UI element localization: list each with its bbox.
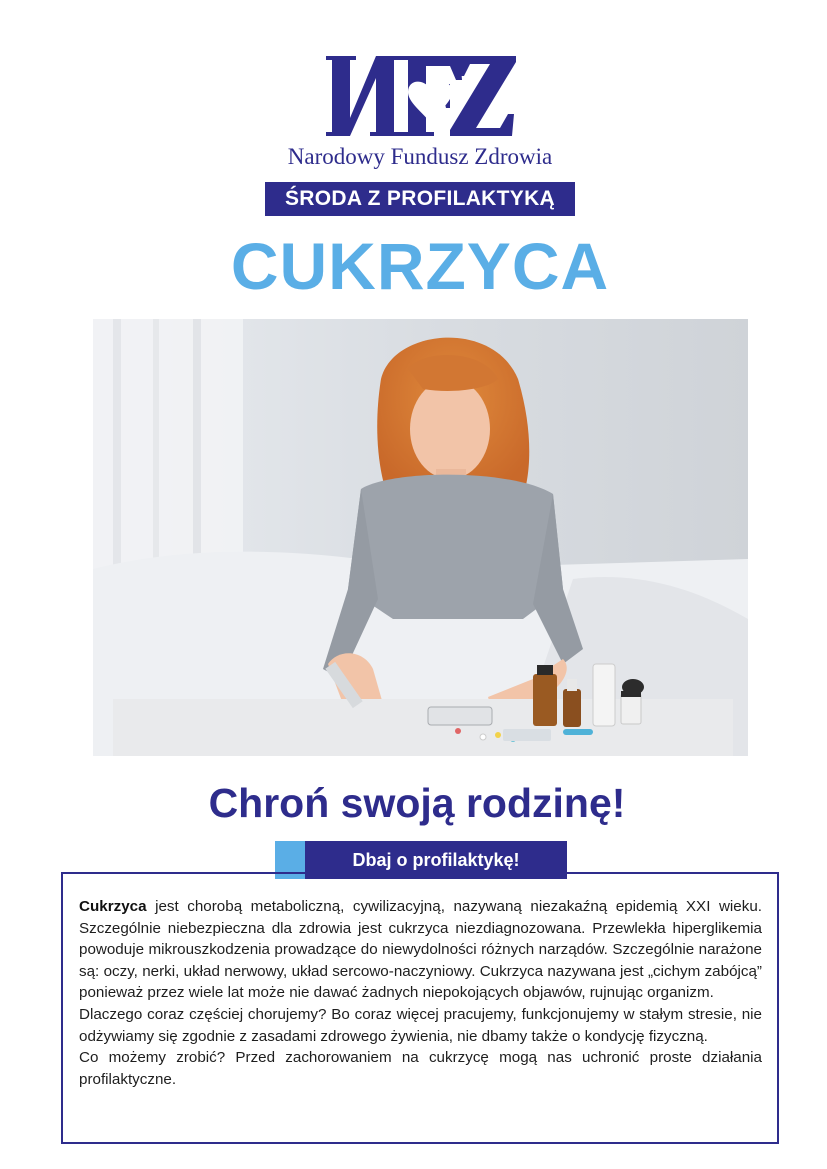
- girl-testing-glucose-illustration: [93, 319, 748, 756]
- page-title: CUKRZYCA: [230, 229, 610, 303]
- info-paragraph-2: Dlaczego coraz częściej chorujemy? Bo coraz więcej pracujemy, funkcjonujemy w stałym stresie, nie odżywiamy się zgodnie z zasadami zdrowego żywienia, nie dbamy także o kondycję fizyczną.: [79, 1005, 762, 1045]
- info-box: [61, 872, 779, 1144]
- tab-label: Dbaj o profilaktykę!: [305, 841, 567, 879]
- info-paragraph-1: [79, 896, 762, 1004]
- info-paragraph-3: Co możemy zrobić? Przed zachorowaniem na cukrzycę mogą nas uchronić proste działania profilaktyczne.: [79, 1049, 762, 1088]
- fund-name: Narodowy Fundusz Zdrowia: [287, 144, 553, 169]
- info-lead-bold: Cukrzyca: [79, 898, 147, 915]
- info-lead-rest: jest chorobą metaboliczną, cywilizacyjną, nazywaną niezakaźną epidemią XXI wieku. Szczególnie niebezpieczna dla zdrowia jest cukrzyca niezdiagnozowana. Przewlekła hiperglikemia powoduje mikrouszkodzenia prowadzące do niewydolności różnych narządów. Szczególnie narażone są: oczy, nerki, układ nerwowy, układ sercowo-naczyniowy. Cukrzyca nazywana jest „cichym zabójcą” ponieważ przez wiele lat może nie dawać żadnych niepokojących objawów, rujnując organizm.: [79, 898, 762, 1002]
- nfz-logo: [322, 56, 518, 136]
- nfz-logo-mark: [322, 56, 518, 136]
- slogan-heading: Chroń swoją rodzinę!: [208, 780, 626, 826]
- hero-photo: [93, 319, 748, 756]
- program-badge: ŚRODA Z PROFILAKTYKĄ: [265, 182, 575, 216]
